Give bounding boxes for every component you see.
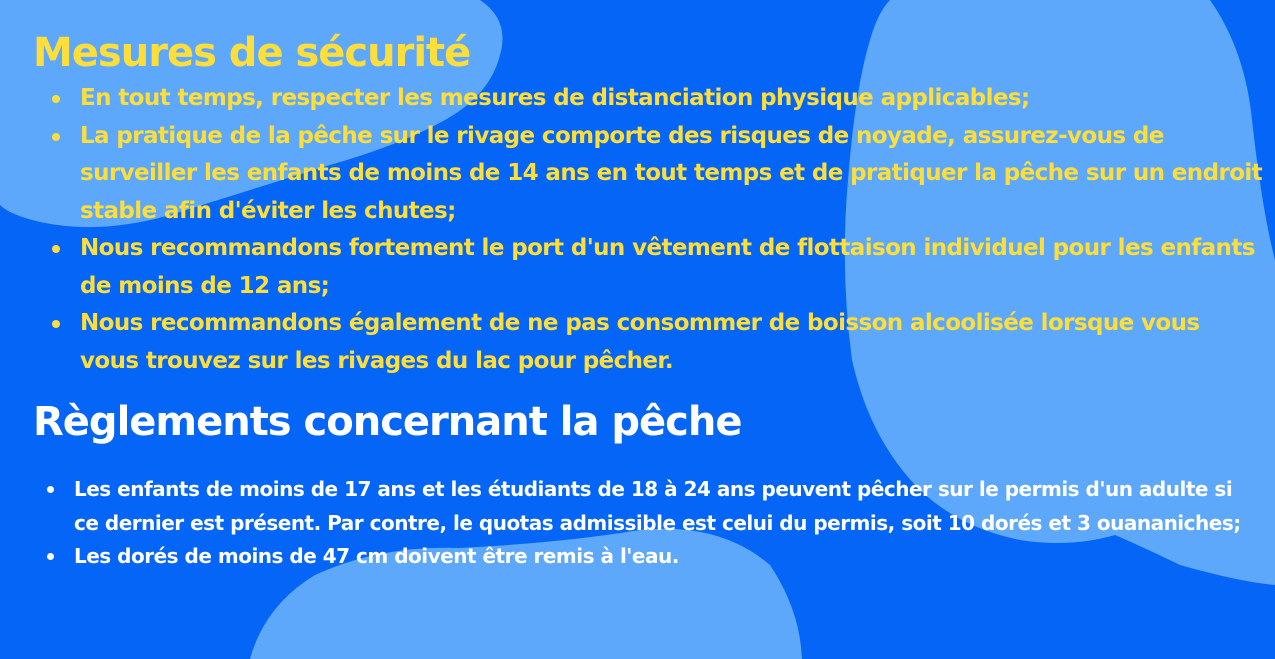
regulation-item: Les enfants de moins de 17 ans et les étudiants de 18 à 24 ans peuvent pêcher sur le permis d'un adulte si ce dernier est présent. Par contre, le quotas admissible est celui du permis, soit 10 dorés et 3 ouananiches; <box>74 473 1244 540</box>
safety-item: En tout temps, respecter les mesures de distanciation physique applicables; <box>80 80 1265 118</box>
regulations-list <box>74 473 1244 574</box>
safety-item: La pratique de la pêche sur le rivage comporte des risques de noyade, assurez-vous de surveiller les enfants de moins de 14 ans en tout temps et de pratiquer la pêche sur un endroit stable afin d'éviter les chutes; <box>80 118 1265 231</box>
safety-list <box>80 80 1265 380</box>
regulation-item: Les dorés de moins de 47 cm doivent être remis à l'eau. <box>74 540 1244 574</box>
safety-item: Nous recommandons également de ne pas consommer de boisson alcoolisée lorsque vous vous trouvez sur les rivages du lac pour pêcher. <box>80 305 1265 380</box>
regulations-title: Règlements concernant la pêche <box>33 399 742 445</box>
safety-item: Nous recommandons fortement le port d'un vêtement de flottaison individuel pour les enfants de moins de 12 ans; <box>80 230 1265 305</box>
safety-title: Mesures de sécurité <box>33 30 471 76</box>
